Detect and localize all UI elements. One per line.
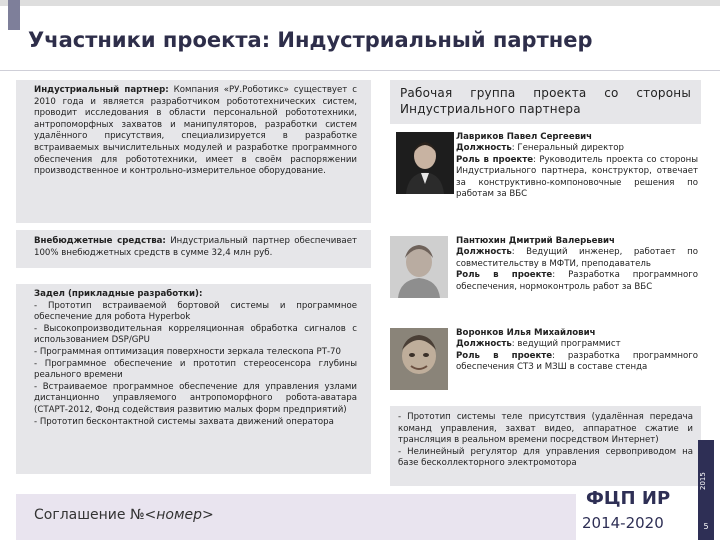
backlog-item: - Прототип бесконтактной системы захвата движений оператора <box>34 416 334 427</box>
page-title: Участники проекта: Индустриальный партнер <box>28 28 593 52</box>
budget-description: Индустриальный партнер обеспечивает 100% внебюджетных средств в сумме 32,4 млн руб. <box>34 236 357 258</box>
role-label: Роль в проекте <box>456 154 534 165</box>
position-label: Должность <box>456 339 512 350</box>
person-info <box>456 236 698 293</box>
position-value: : Ведущий инженер, работает по совместительству в МФТИ, преподаватель <box>456 247 698 269</box>
page-number: 5 <box>703 522 709 531</box>
title-accent <box>8 0 20 30</box>
backlog-item: - Программное обеспечение и прототип стереосенсора глубины реального времени <box>34 358 357 381</box>
program-logo: ФЦП ИР <box>586 488 671 509</box>
backlog-box <box>16 284 371 474</box>
person-card <box>390 132 701 216</box>
extra-item: - Нелинейный регулятор для управления сервоприводом на базе бесколлекторного электромотора <box>398 446 693 469</box>
person-position <box>456 339 698 350</box>
person-name: Пантюхин Дмитрий Валерьевич <box>456 236 615 246</box>
top-bar <box>0 0 720 6</box>
person-name: Лавриков Павел Сергеевич <box>456 132 593 142</box>
role-value: : Руководитель проекта со стороны Индустриального партнера, конструктор, отвечает за конструктивно-компоновочные решения по работам за ВБС <box>456 154 698 200</box>
agreement-number: <номер> <box>144 507 214 523</box>
person-info <box>456 328 698 374</box>
workgroup-box <box>390 80 701 124</box>
budget-label: Внебюджетные средства: <box>34 236 166 246</box>
backlog-label: Задел (прикладные разработки): <box>34 289 203 299</box>
person-position <box>456 143 698 154</box>
budget-box <box>16 230 371 268</box>
program-years: 2014-2020 <box>582 514 664 532</box>
budget-text <box>34 236 357 259</box>
partner-description: Компания «РУ.Роботикс» существует с 2010 года и является разработчиком робототехнических систем, проводит исследования в области персональной робототехники, антропоморфных захватов и манипуляторов, разработки систем удалённого присутствия, специализируется в разработке встраиваемых вычислительных модулей и разработке программного обеспечения для робототехники, имеет в своём распоряжении производственное и контрольно-измерительное оборудование. <box>34 85 357 177</box>
backlog-item: - Высокопроизводительная корреляционная обработка сигналов с использованием DSP/GPU <box>34 323 357 346</box>
position-label: Должность <box>456 143 512 154</box>
partner-text <box>34 85 357 178</box>
role-label: Роль в проекте <box>456 270 553 281</box>
person-photo-icon <box>390 328 448 390</box>
extra-item: - Прототип системы теле присутствия (удалённая передача команд управления, захват видео, аппаратное сжатие и трансляция в реальном времени посредством Интернет) <box>398 412 693 446</box>
person-info <box>456 132 698 200</box>
workgroup-title: Рабочая группа проекта со стороны Индустриального партнера <box>400 86 691 116</box>
side-year: 2015 <box>699 472 707 490</box>
role-label: Роль в проекте <box>456 350 553 361</box>
position-label: Должность <box>456 247 512 258</box>
partner-box <box>16 80 371 223</box>
person-position <box>456 247 698 270</box>
person-role <box>456 351 698 374</box>
person-role <box>456 270 698 293</box>
person-photo-icon <box>390 236 448 298</box>
backlog-item: - Программная оптимизация поверхности зеркала телескопа РТ-70 <box>34 346 341 357</box>
backlog-item: - Встраиваемое программное обеспечение для управления узлами дистанционно управляемого антропоморфного робота-аватара (СТАРТ-2012, Фонд содействия развитию малых форм предприятий) <box>34 381 357 415</box>
person-photo-icon <box>396 132 454 194</box>
backlog-item: - Прототип встраиваемой бортовой системы и программное обеспечение для робота Hyperbok <box>34 300 357 323</box>
position-value: : Генеральный директор <box>511 143 625 154</box>
person-card <box>390 328 701 400</box>
agreement-label: Соглашение № <box>34 507 145 523</box>
person-role <box>456 155 698 201</box>
position-value: : ведущий программист <box>511 339 621 350</box>
title-divider <box>0 70 720 71</box>
role-value: : Разработка программного обеспечения, нормоконтроль работ за ВБС <box>456 270 698 292</box>
person-card <box>390 236 701 316</box>
partner-label: Индустриальный партнер: <box>34 85 169 95</box>
extra-box <box>390 406 701 486</box>
role-value: : разработка программного обеспечения СТЗ и МЗШ в составе стенда <box>456 350 698 373</box>
agreement-text <box>34 507 214 523</box>
person-name: Воронков Илья Михайлович <box>456 328 596 338</box>
